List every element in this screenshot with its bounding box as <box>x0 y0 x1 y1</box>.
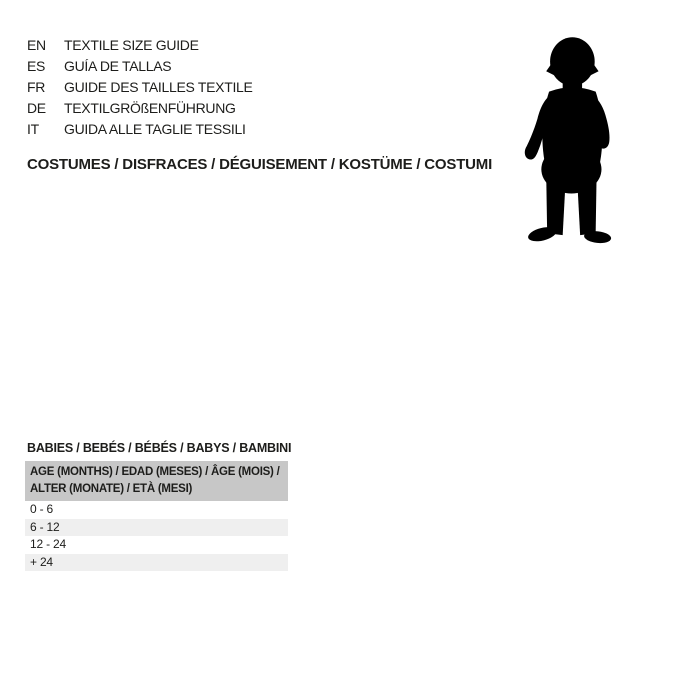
language-list <box>27 37 253 142</box>
language-row <box>27 79 253 100</box>
section-title-babies: BABIES / BEBÉS / BÉBÉS / BABYS / BAMBINI <box>27 441 292 455</box>
language-label: TEXTILE SIZE GUIDE <box>64 37 199 53</box>
size-table-header-line1: AGE (MONTHS) / EDAD (MESES) / ÂGE (MOIS) / <box>30 466 280 478</box>
language-label: GUIDE DES TAILLES TEXTILE <box>64 79 253 95</box>
table-row: 6 - 12 <box>25 519 288 537</box>
baby-silhouette-icon <box>520 36 617 252</box>
language-row <box>27 37 253 58</box>
language-row <box>27 121 253 142</box>
baby-silhouette-figure <box>520 36 617 252</box>
language-row <box>27 100 253 121</box>
language-row <box>27 58 253 79</box>
size-table <box>25 461 288 571</box>
language-code: IT <box>27 121 39 137</box>
table-row: + 24 <box>25 554 288 572</box>
language-label: TEXTILGRÖßENFÜHRUNG <box>64 100 236 116</box>
size-table-header <box>25 461 288 501</box>
language-label: GUÍA DE TALLAS <box>64 58 172 74</box>
language-code: FR <box>27 79 46 95</box>
size-table-header-line2: ALTER (MONATE) / ETÀ (MESI) <box>30 482 193 495</box>
language-label: GUIDA ALLE TAGLIE TESSILI <box>64 121 246 137</box>
language-code: EN <box>27 37 46 53</box>
table-row: 0 - 6 <box>30 502 54 516</box>
table-row: 12 - 24 <box>30 537 66 551</box>
language-code: ES <box>27 58 46 74</box>
size-table-body <box>25 501 288 571</box>
category-title: COSTUMES / DISFRACES / DÉGUISEMENT / KOSTÜME / COSTUMI <box>27 156 493 173</box>
language-code: DE <box>27 100 46 116</box>
